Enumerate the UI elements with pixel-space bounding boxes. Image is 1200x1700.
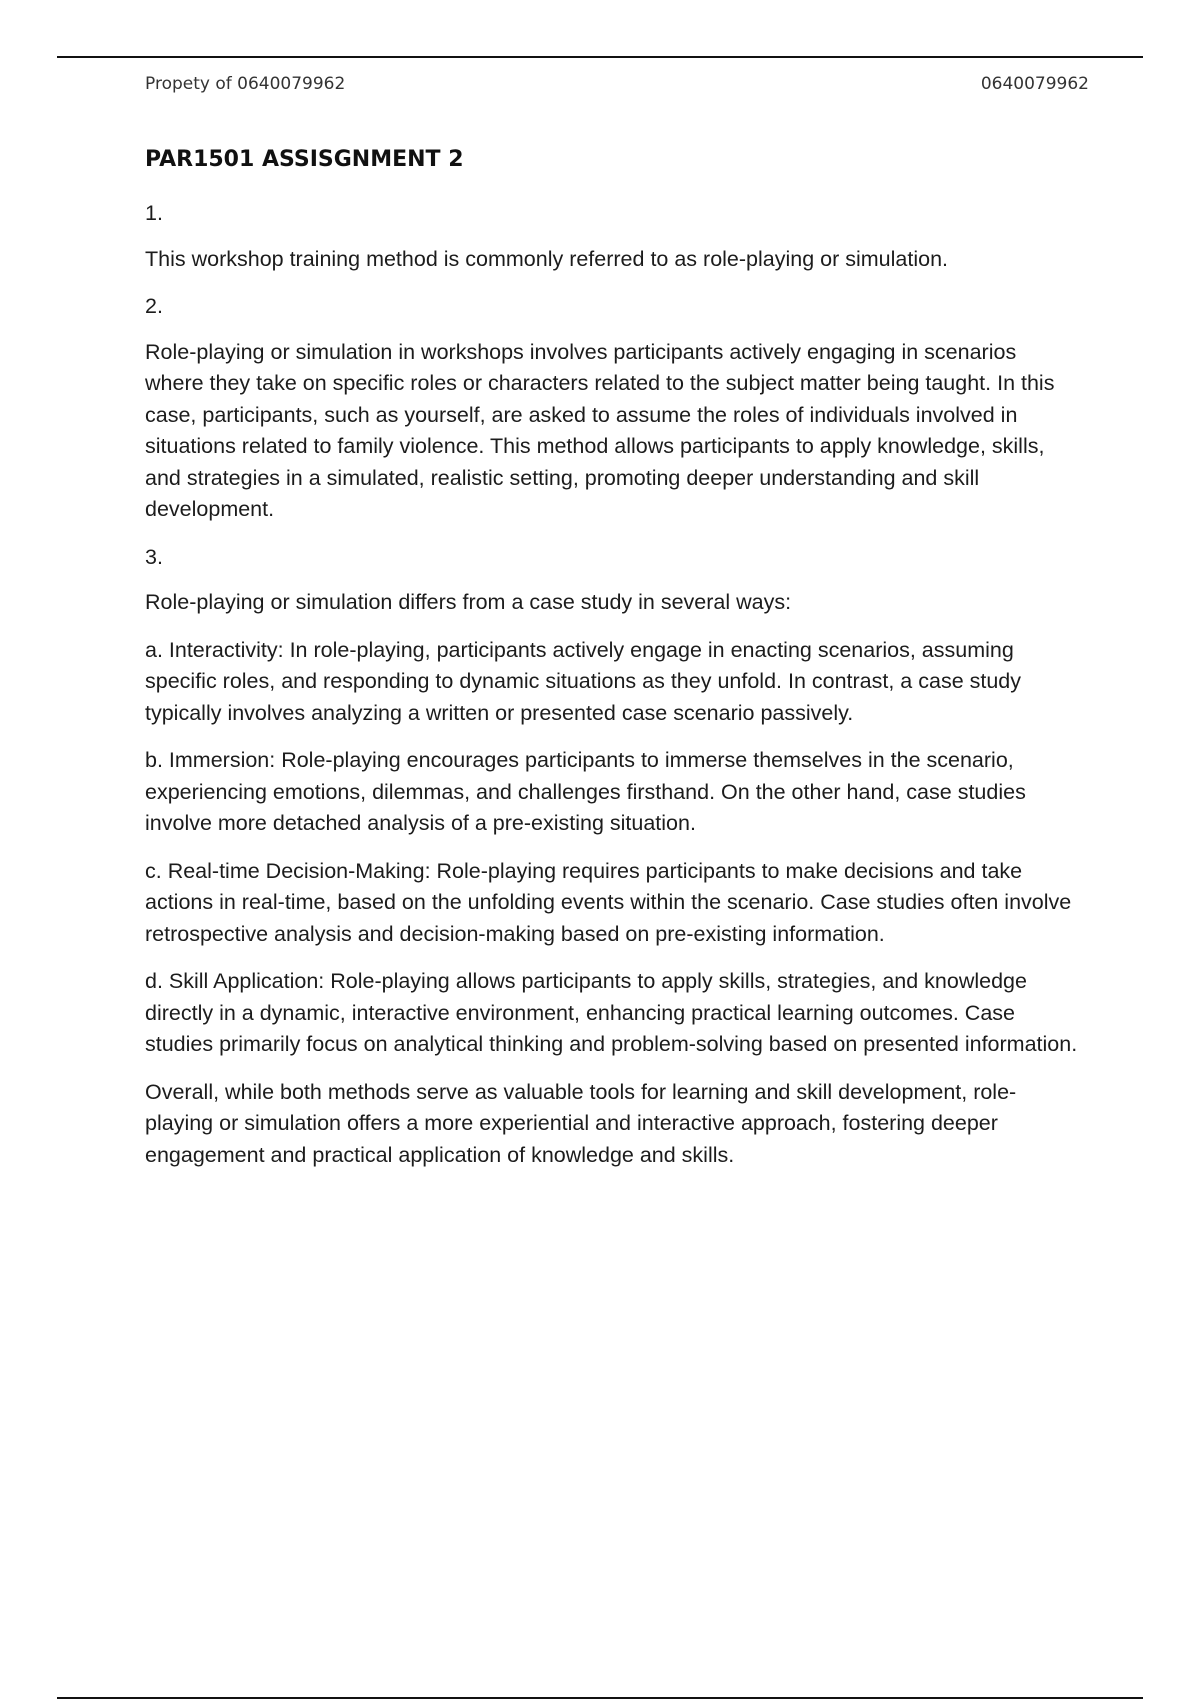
- document-body: [145, 144, 1080, 1187]
- answer-1: This workshop training method is commonly referred to as role-playing or simulation.: [145, 246, 949, 271]
- footer-rule: [57, 1697, 1143, 1699]
- answer-3-intro: Role-playing or simulation differs from a case study in several ways:: [145, 590, 792, 614]
- answer-2: Role-playing or simulation in workshops involves participants actively engaging in scenarios where they take on specific roles or characters related to the subject matter being taught. In this case, participants, such as yourself, are asked to assume the roles of individuals involved in situations related to family violence. This method allows participants to apply knowledge, skills, and strategies in a simulated, realistic setting, promoting deeper understanding and skill development.: [145, 339, 1055, 521]
- header-id-text: 0640079962: [980, 74, 1089, 94]
- question-number-1: 1.: [145, 201, 163, 225]
- answer-3-point-c: c. Real-time Decision-Making: Role-playing requires participants to make decisions and take actions in real-time, based on the unfolding events within the scenario. Case studies often involve retrospective analysis and decision-making based on pre-existing information.: [145, 858, 1072, 946]
- page-header: [145, 74, 1089, 98]
- answer-3-point-b: b. Immersion: Role-playing encourages participants to immerse themselves in the scenario, experiencing emotions, dilemmas, and challenges firsthand. On the other hand, case studies involve more detached analysis of a pre-existing situation.: [145, 748, 1026, 835]
- answer-3-point-d: d. Skill Application: Role-playing allows participants to apply skills, strategies, and knowledge directly in a dynamic, interactive environment, enhancing practical learning outcomes. Case studies primarily focus on analytical thinking and problem-solving based on presented information.: [145, 969, 1078, 1056]
- question-number-2: 2.: [145, 294, 163, 318]
- header-rule: [57, 56, 1143, 58]
- document-content: [145, 198, 1080, 1171]
- answer-3-conclusion: Overall, while both methods serve as valuable tools for learning and skill development, role-playing or simulation offers a more experiential and interactive approach, fostering deeper engagement and practical application of knowledge and skills.: [145, 1079, 1017, 1167]
- header-owner-text: Propety of 0640079962: [145, 74, 346, 94]
- answer-3-point-a: a. Interactivity: In role-playing, participants actively engage in enacting scenarios, assuming specific roles, and responding to dynamic situations as they unfold. In contrast, a case study typically involves analyzing a written or presented case scenario passively.: [145, 637, 1022, 725]
- question-number-3: 3.: [145, 544, 163, 569]
- document-title: PAR1501 ASSISGNMENT 2: [145, 147, 464, 172]
